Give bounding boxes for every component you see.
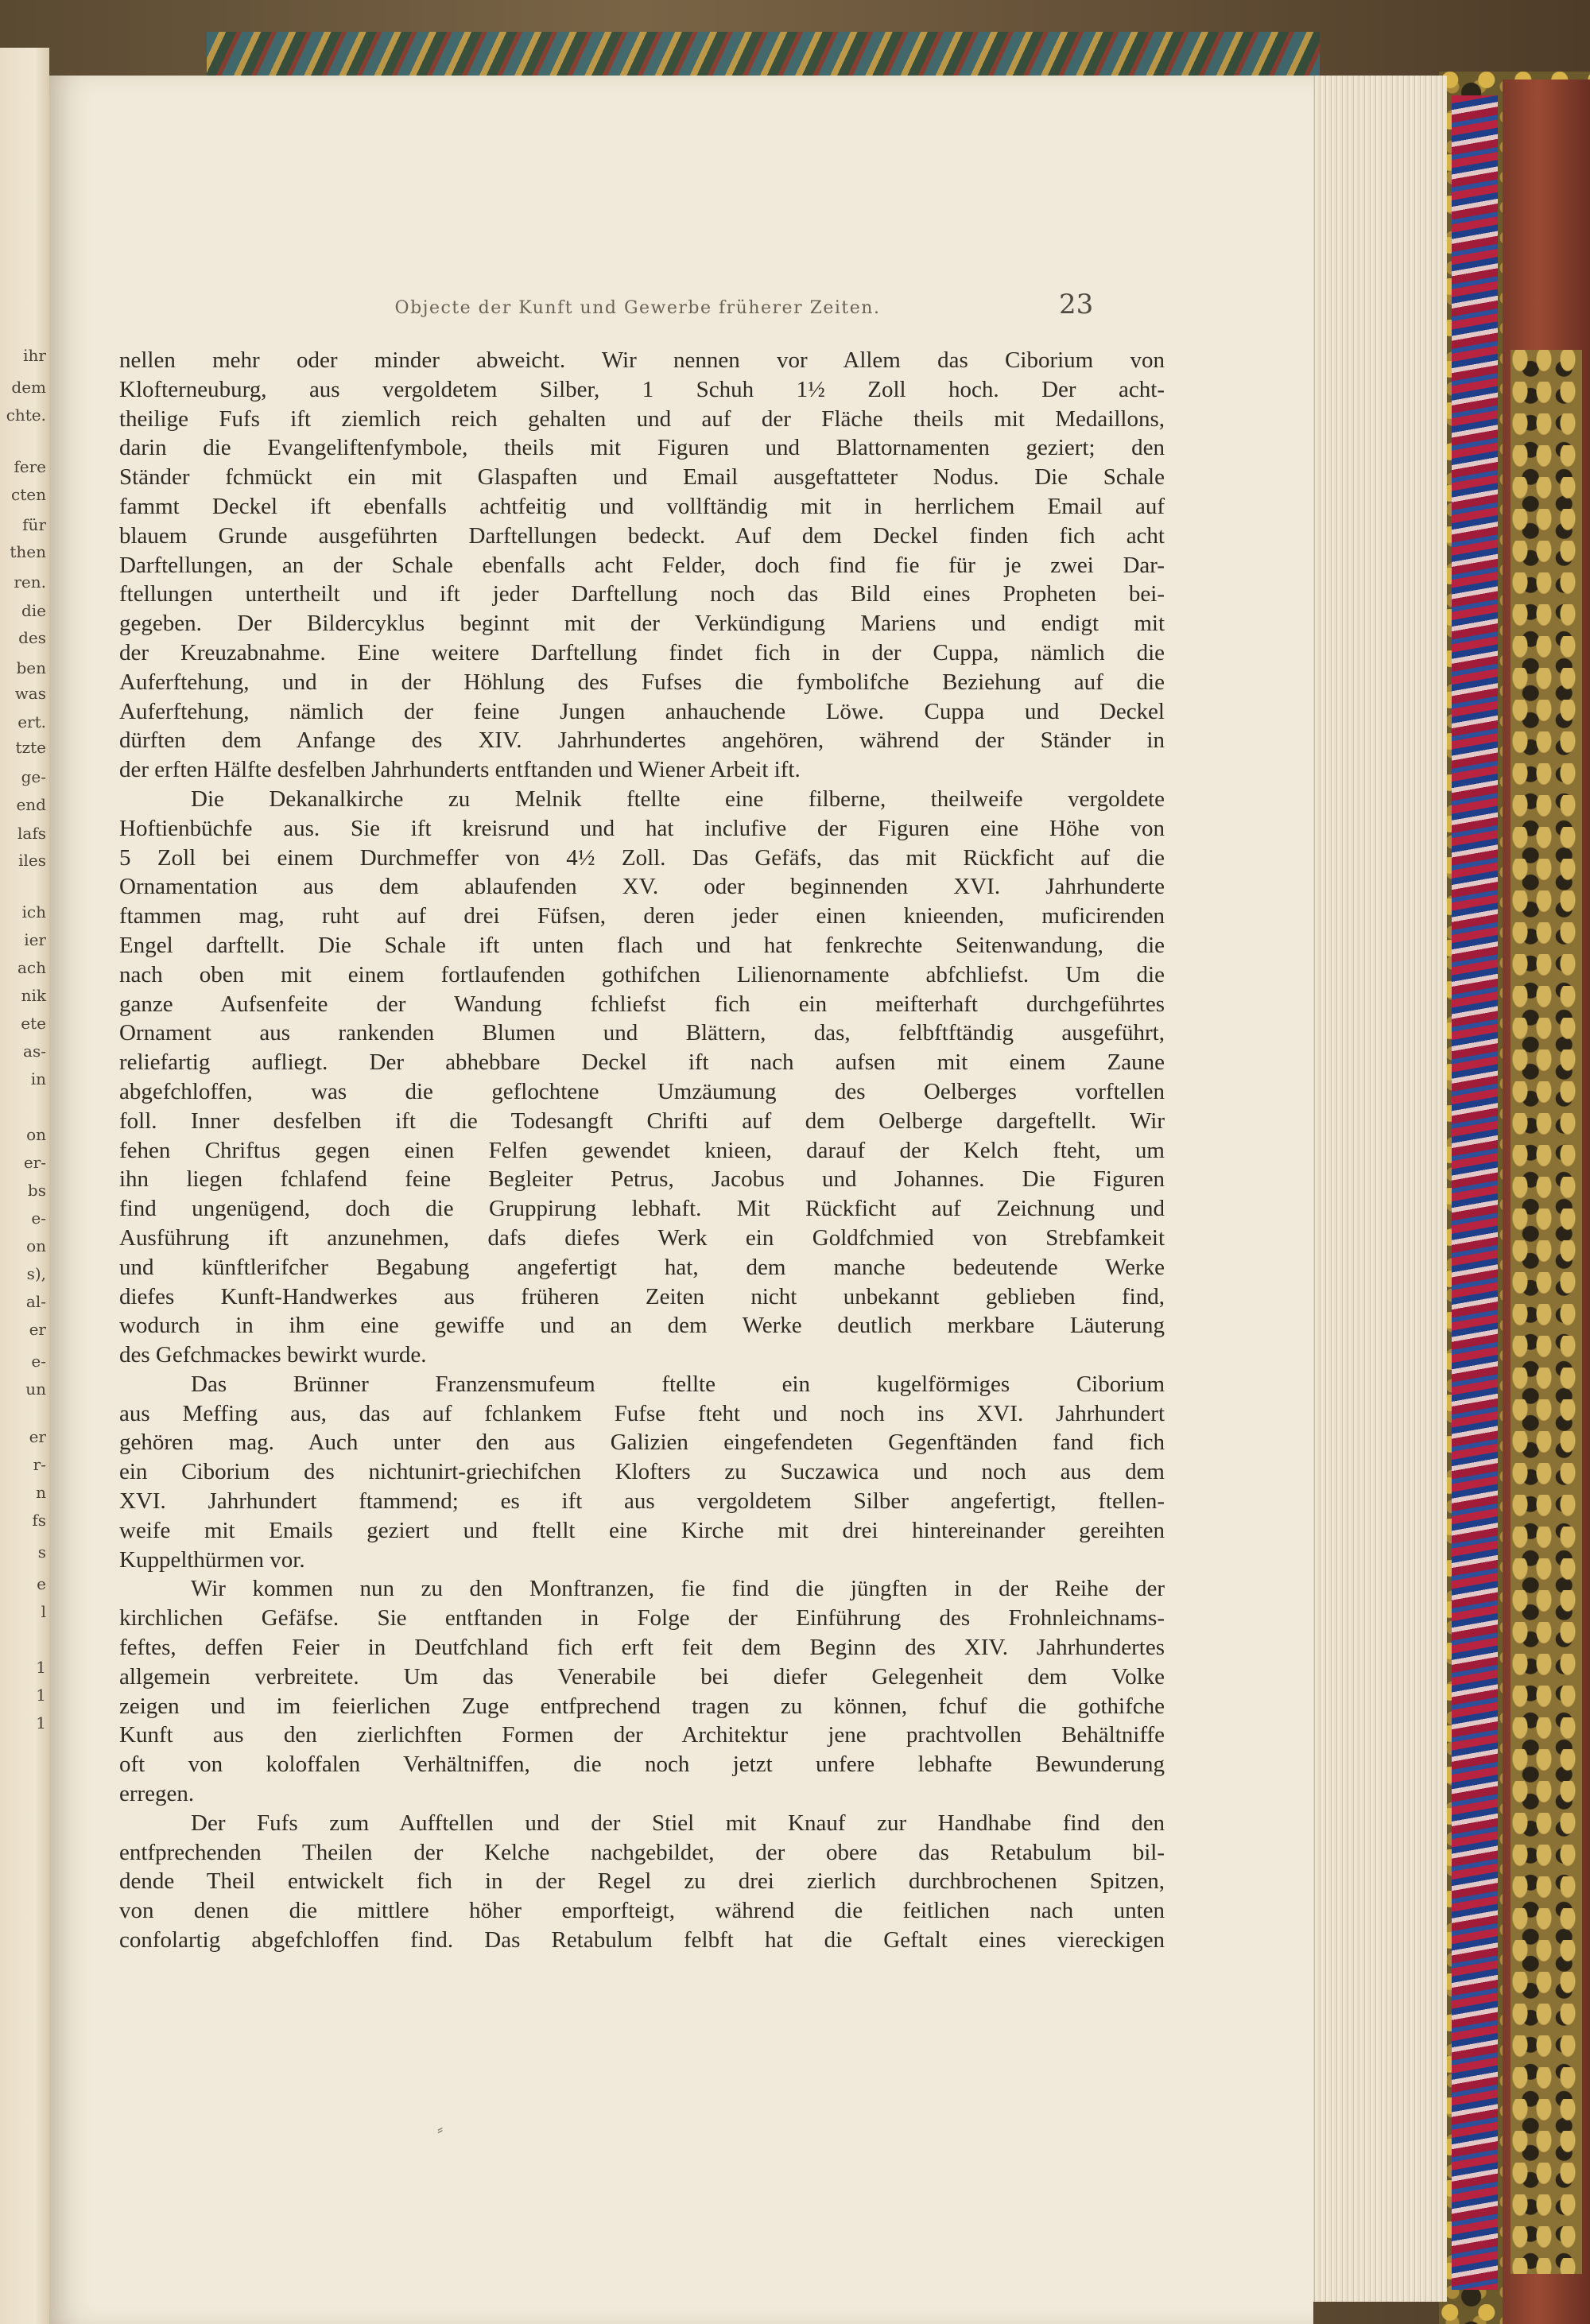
text-line: darin die Evangeliftenfymbole, theils mit Figuren und Blattornamenten geziert; den: [119, 435, 1165, 461]
facing-page-fragment: iles: [18, 851, 46, 870]
facing-page-fragment: fs: [32, 1511, 46, 1530]
text-line: gehören mag. Auch unter den aus Galizien eingefendeten Gegenftänden fand fich: [119, 1430, 1165, 1456]
text-line: der erften Hälfte desfelben Jahrhunderts entftanden und Wiener Arbeit ift.: [119, 757, 801, 783]
text-line: Ornamentation aus dem ablaufenden XV. oder beginnenden XVI. Jahrhunderte: [119, 874, 1165, 900]
facing-page-fragment: e: [37, 1574, 46, 1593]
text-line: der Kreuzabnahme. Eine weitere Darftellung findet fich in der Cuppa, nämlich die: [119, 639, 1165, 665]
facing-page-fragment: lafs: [17, 824, 46, 843]
running-head: Objecte der Kunft und Gewerbe früherer Zeiten.: [394, 298, 881, 318]
facing-page-fragment: as-: [23, 1042, 46, 1061]
text-line: ftellungen untertheilt und ift jeder Darftellung noch das Bild eines Propheten bei-: [119, 581, 1165, 607]
facing-page-fragment: in: [30, 1069, 46, 1088]
text-line: feftes, deffen Feier in Deutfchland fich erft feit dem Beginn des XIV. Jahrhundertes: [119, 1635, 1165, 1661]
text-line: nach oben mit einem fortlaufenden gothifchen Lilienornamente abfchliefst. Um die: [119, 961, 1165, 987]
text-line: Die Dekanalkirche zu Melnik ftellte eine filberne, theilweife vergoldete: [191, 786, 1165, 812]
text-line: zeigen und im feierlichen Zuge entfprechend tragen zu können, fchuf die gothifche: [119, 1693, 1165, 1719]
text-line: allgemein verbreitete. Um das Venerabile bei diefer Gelegenheit dem Volke: [119, 1663, 1165, 1690]
facing-page-fragment: was: [14, 684, 46, 703]
text-line: Kunft aus den zierlichften Formen der Architektur jene prachtvollen Behältniffe: [119, 1722, 1165, 1748]
facing-page-fragment: dem: [11, 378, 46, 397]
facing-page-fragment: s),: [26, 1264, 46, 1283]
text-line: confolartig abgefchloffen find. Das Retabulum felbft hat die Geftalt eines viereckigen: [119, 1927, 1165, 1953]
facing-page-fragment: ach: [17, 958, 46, 977]
text-line: Klofterneuburg, aus vergoldetem Silber, 1 Schuh 1½ Zoll hoch. Der acht-: [119, 376, 1165, 402]
facing-page-fragment: cten: [11, 485, 46, 504]
text-line: ihn liegen fchlafend feine Begleiter Petrus, Jacobus und Johannes. Die Figuren: [119, 1166, 1165, 1193]
text-line: abgefchloffen, was die geflochtene Umzäumung des Oelberges vorftellen: [119, 1078, 1165, 1104]
text-line: diefes Kunft-Handwerkes aus früheren Zeiten nicht unbekannt geblieben find,: [119, 1283, 1165, 1309]
facing-page-fragment: er: [29, 1320, 46, 1339]
facing-page-fragment: ert.: [17, 712, 46, 731]
text-line: kirchlichen Gefäfse. Sie entftanden in Folge der Einführung des Frohnleichnams-: [119, 1605, 1165, 1631]
page-leaves-edge: [1312, 76, 1447, 2302]
text-line: Der Fufs zum Aufftellen und der Stiel mit Knauf zur Handhabe find den: [191, 1810, 1165, 1836]
facing-page-fragment: un: [25, 1379, 46, 1399]
text-line: oft von koloffalen Verhältniffen, die noch jetzt unfere lebhafte Bewunderung: [119, 1752, 1165, 1778]
text-line: XVI. Jahrhundert ftammend; es ift aus vergoldetem Silber angefertigt, ftellen-: [119, 1488, 1165, 1515]
facing-page-fragment: l: [41, 1602, 46, 1621]
text-line: von denen die mittlere höher emporfteigt, während die feitlichen nach unten: [119, 1898, 1165, 1924]
facing-page-fragment: on: [26, 1125, 46, 1144]
facing-page-fragment: nik: [21, 986, 46, 1005]
facing-page-fragment: des: [18, 628, 46, 647]
facing-page-fragment: s: [37, 1542, 46, 1562]
facing-page-fragment: ete: [21, 1014, 46, 1033]
text-line: fammt Deckel ift ebenfalls achtfeitig und vollftändig mit in herrlichem Email auf: [119, 493, 1165, 519]
text-line: wodurch in ihm eine gewiffe und an dem Werke deutlich merkbare Läuterung: [119, 1313, 1165, 1339]
text-line: Ornament aus rankenden Blumen und Blättern, das, felbftftändig ausgeführt,: [119, 1020, 1165, 1046]
facing-page-fragment: then: [10, 542, 46, 561]
facing-page-fragment: ich: [21, 902, 46, 921]
facing-page-fragment: ier: [24, 930, 46, 949]
facing-page-fragment: ren.: [14, 572, 46, 592]
text-line: weife mit Emails geziert und ftellt eine Kirche mit drei hintereinander gereihten: [119, 1517, 1165, 1543]
facing-page-fragment: ihr: [23, 346, 46, 365]
text-line: theilige Fufs ift ziemlich reich gehalten und auf der Fläche theils mit Medaillons,: [119, 405, 1165, 432]
cover-marble-panel: [1510, 350, 1582, 2274]
text-line: des Gefchmackes bewirkt wurde.: [119, 1342, 427, 1368]
text-line: Engel darftellt. Die Schale ift unten flach und hat fenkrechte Seitenwandung, die: [119, 932, 1165, 958]
facing-page-fragment: er: [29, 1427, 46, 1446]
text-line: aus Meffing aus, das auf fchlankem Fufse fteht und noch ins XVI. Jahrhundert: [119, 1400, 1165, 1426]
text-line: dende Theil entwickelt fich in der Regel zu drei zierlich durchbrochenen Spitzen,: [119, 1868, 1165, 1895]
text-line: erregen.: [119, 1781, 195, 1807]
text-line: blauem Grunde ausgeführten Darftellungen bedeckt. Auf dem Deckel finden fich acht: [119, 522, 1165, 549]
facing-page-fragment: n: [36, 1483, 46, 1502]
facing-page-fragment: 1: [36, 1686, 46, 1705]
facing-page-fragment: e-: [31, 1352, 46, 1371]
facing-page-fragment: die: [21, 601, 46, 620]
body-text: [119, 346, 1165, 1955]
book-page: [49, 76, 1313, 2324]
facing-page-fragment: 1: [36, 1658, 46, 1677]
text-line: find ungenügend, doch die Gruppirung lebhaft. Mit Rückficht auf Zeichnung und: [119, 1196, 1165, 1222]
text-line: fehen Chriftus gegen einen Felfen gewendet knieen, darauf der Kelch fteht, um: [119, 1137, 1165, 1163]
stray-mark: ⸗: [437, 2120, 444, 2140]
text-line: Ständer fchmückt ein mit Glaspaften und Email ausgeftatteter Nodus. Die Schale: [119, 464, 1165, 491]
facing-page-fragment: e-: [31, 1209, 46, 1228]
facing-page-fragment: r-: [33, 1455, 46, 1474]
text-line: Kuppelthürmen vor.: [119, 1546, 305, 1573]
facing-page-fragment: ben: [16, 658, 46, 677]
facing-page-sliver: [0, 48, 49, 2324]
facing-page-fragment: fere: [14, 457, 46, 476]
facing-page-fragment: für: [22, 515, 46, 534]
facing-page-fragment: end: [16, 795, 46, 814]
text-line: 5 Zoll bei einem Durchmeffer von 4½ Zoll. Das Gefäfs, das mit Rückficht auf die: [119, 844, 1165, 871]
text-line: Darftellungen, an der Schale ebenfalls acht Felder, doch find fie für je zwei Dar-: [119, 552, 1165, 578]
text-line: entfprechenden Theilen der Kelche nachgebildet, der obere das Retabulum bil-: [119, 1839, 1165, 1865]
text-line: dürften dem Anfange des XIV. Jahrhundertes angehören, während der Ständer in: [119, 727, 1165, 754]
text-line: Wir kommen nun zu den Monftranzen, fie find die jüngften in der Reihe der: [191, 1576, 1165, 1602]
facing-page-fragment: bs: [27, 1181, 46, 1200]
text-line: reliefartig aufliegt. Der abhebbare Deckel ift nach aufsen mit einem Zaune: [119, 1049, 1165, 1076]
text-line: Auferftehung, und in der Höhlung des Fufses die fymbolifche Beziehung auf die: [119, 669, 1165, 695]
facing-page-fragment: tzte: [15, 738, 46, 757]
text-line: ein Ciborium des nichtunirt-griechifchen Klofters zu Suczawica und noch aus dem: [119, 1459, 1165, 1485]
text-line: Auferftehung, nämlich der feine Jungen anhauchende Löwe. Cuppa und Deckel: [119, 698, 1165, 724]
facing-page-fragment: er-: [23, 1153, 46, 1172]
facing-page-fragment: on: [26, 1236, 46, 1255]
text-line: gegeben. Der Bildercyklus beginnt mit der Verkündigung Mariens und endigt mit: [119, 611, 1165, 637]
text-line: und künftlerifcher Begabung angefertigt hat, dem manche bedeutende Werke: [119, 1254, 1165, 1280]
facing-page-fragment: 1: [36, 1713, 46, 1732]
text-line: ftammen mag, ruht auf drei Füfsen, deren jeder einen knieenden, muficirenden: [119, 903, 1165, 929]
page-number: 23: [1059, 289, 1094, 320]
text-line: ganze Aufsenfeite der Wandung fchliefst fich ein meifterhaft durchgeführtes: [119, 991, 1165, 1017]
text-line: foll. Inner desfelben ift die Todesangft Chrifti auf dem Oelberge dargeftellt. Wir: [119, 1108, 1165, 1134]
text-line: Das Brünner Franzensmufeum ftellte ein kugelförmiges Ciborium: [191, 1371, 1165, 1397]
facing-page-fragment: chte.: [6, 405, 46, 425]
text-line: Ausführung ift anzunehmen, dafs diefes Werk ein Goldfchmied von Strebfamkeit: [119, 1224, 1165, 1251]
facing-page-fragment: al-: [25, 1292, 46, 1311]
text-line: Hoftienbüchfe aus. Sie ift kreisrund und hat inclufive der Figuren eine Höhe von: [119, 815, 1165, 841]
text-line: nellen mehr oder minder abweicht. Wir nennen vor Allem das Ciborium von: [119, 347, 1165, 373]
marbled-endpaper-stripe: [1452, 95, 1498, 2290]
marbled-cover-top: [207, 32, 1320, 80]
facing-page-fragment: ge-: [21, 767, 46, 786]
